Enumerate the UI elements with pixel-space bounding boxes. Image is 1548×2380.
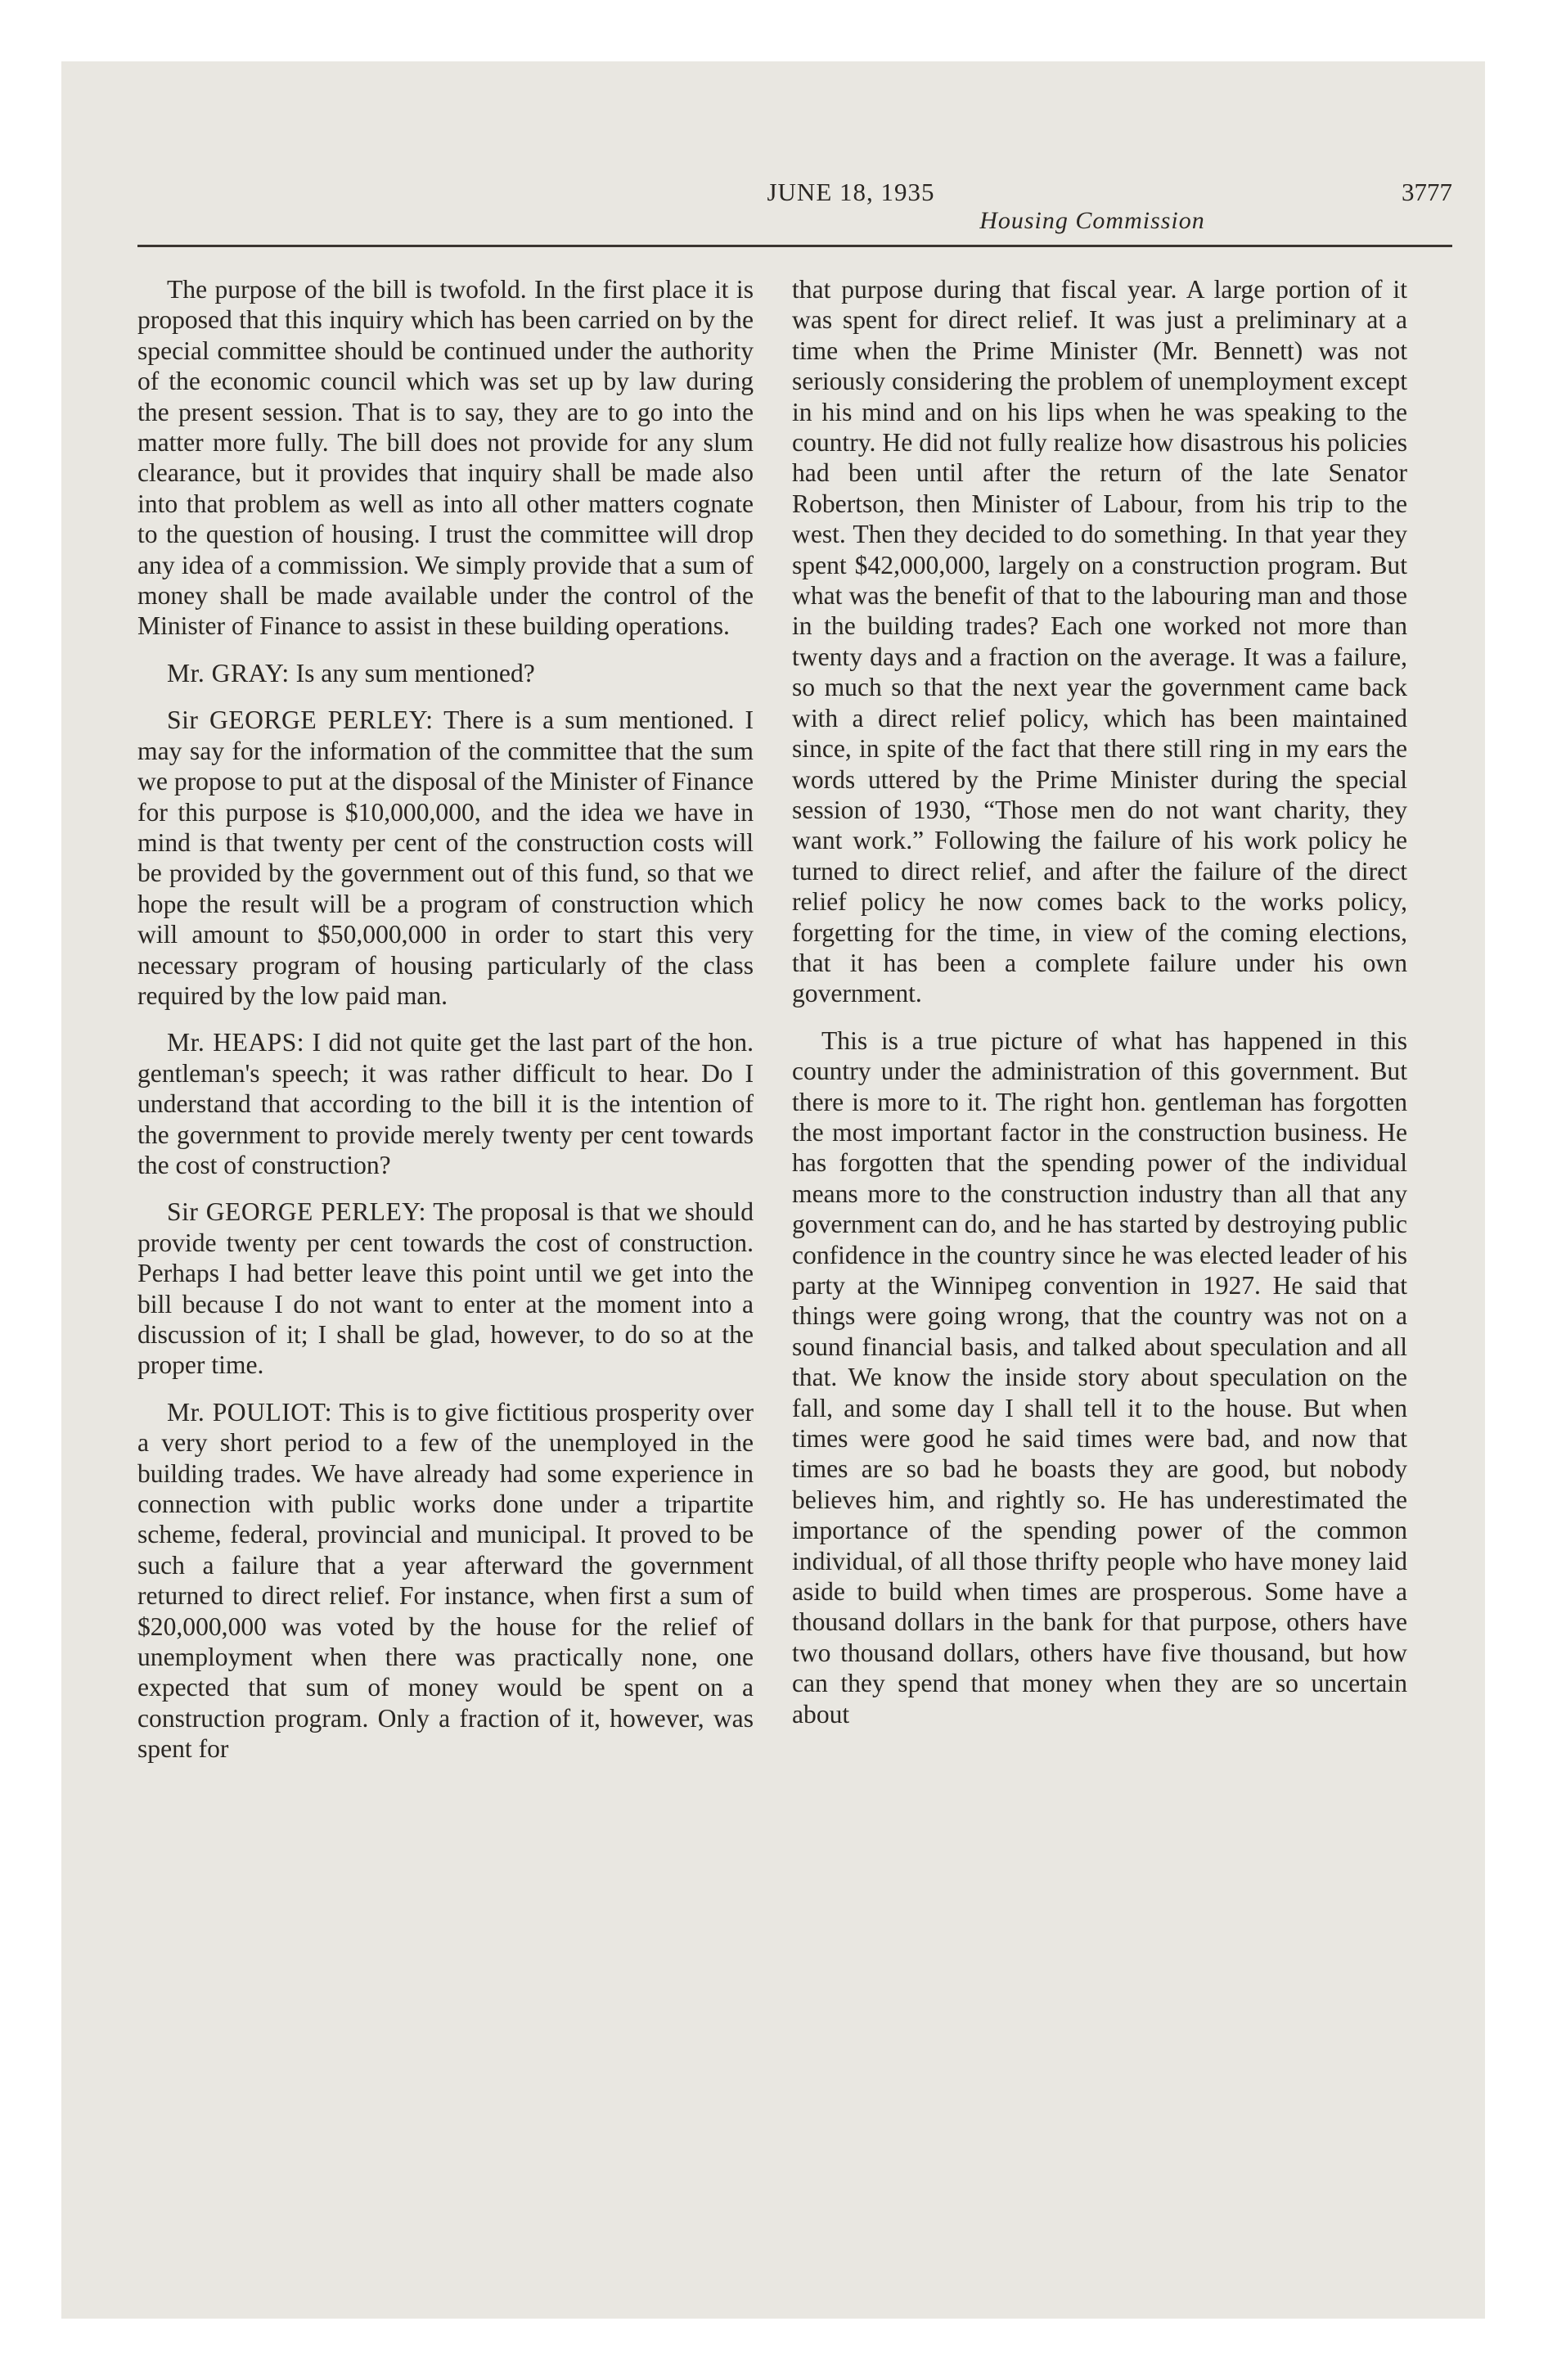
header-date: JUNE 18, 1935	[767, 178, 935, 206]
paragraph	[792, 274, 1407, 1009]
hansard-page	[61, 61, 1485, 2319]
paragraph-text: Is any sum mentioned?	[295, 658, 535, 687]
paragraph-text: The proposal is that we should provide twenty per cent towards the cost of construction. Perhaps I had better leave this point until we get into the bill because I do not want to enter at the moment into a discussion of it; I shall be glad, however, to do so at the proper time.	[137, 1197, 754, 1380]
page-number: 3777	[1402, 178, 1452, 206]
paragraph	[137, 1197, 754, 1380]
speaker-name: Mr. POULIOT:	[167, 1397, 333, 1427]
paragraph-text: The purpose of the bill is twofold. In the first place it is proposed that this inquiry which has been carried on by the special committee should be continued under the authority of the economic council which was set up by law during the present session. That is to say, they are to go into the matter more fully. The bill does not provide for any slum clearance, but it provides that inquiry shall be made also into that problem as well as into all other matters cognate to the question of housing. I trust the committee will drop any idea of a commission. We simply provide that a sum of money shall be made available under the control of the Minister of Finance to assist in these building operations.	[137, 275, 754, 641]
paragraph	[137, 705, 754, 1011]
paragraph	[137, 274, 754, 642]
speaker-name: Mr. HEAPS:	[167, 1028, 305, 1057]
right-column	[792, 274, 1407, 1746]
paragraph-text: There is a sum mentioned. I may say for the information of the committee that the sum we propose to put at the disposal of the Minister of Finance for this purpose is $10,000,000, and the idea we have in mind is that twenty per cent of the construction costs will be provided by the government out of this fund, so that we hope the result will be a program of construction which will amount to $50,000,000 in order to start this very necessary program of housing particularly of the class required by the low paid man.	[137, 705, 754, 1010]
paragraph	[792, 1025, 1407, 1729]
paragraph	[137, 1397, 754, 1765]
paragraph-text: that purpose during that fiscal year. A large portion of it was spent for direct relief. It was just a preliminary at a time when the Prime Minister (Mr. Bennett) was not seriously considering the problem of unemployment except in his mind and on his lips when he was speaking to the country. He did not fully realize how disastrous his policies had been until after the return of the late Senator Robertson, then Minister of Labour, from his trip to the west. Then they decided to do something. In that year they spent $42,000,000, largely on a construction program. But what was the benefit of that to the labouring man and those in the building trades? Each one worked not more than twenty days and a fraction on the average. It was a failure, so much so that the next year the government came back with a direct relief policy, which has been maintained since, in spite of the fact that there still ring in my ears the words uttered by the Prime Minister during the special session of 1930, “Those men do not want charity, they want work.” Following the failure of his work policy he turned to direct relief, and after the failure of the direct relief policy he now comes back to the works policy, forgetting for the time, in view of the coming elections, that it has been a complete failure under his own government.	[792, 275, 1407, 1008]
paragraph-text: This is to give fictitious prosperity over a very short period to a few of the unemployed in the building trades. We have already had some experience in connection with public works done under a tripartite scheme, federal, provincial and municipal. It proved to be such a failure that a year afterward the government returned to direct relief. For instance, when first a sum of $20,000,000 was voted by the house for the relief of unemployment when there was practically none, one expected that sum of money would be spent on a construction program. Only a fraction of it, however, was spent for	[137, 1397, 754, 1764]
paragraph	[137, 658, 754, 688]
speaker-name: Sir GEORGE PERLEY:	[167, 705, 434, 735]
speaker-name: Mr. GRAY:	[167, 658, 290, 687]
paragraph	[137, 1027, 754, 1180]
left-column	[137, 274, 754, 1781]
header-rule	[137, 245, 1452, 247]
speaker-name: Sir GEORGE PERLEY:	[167, 1197, 426, 1227]
page-header	[61, 61, 1485, 250]
paragraph-text: I did not quite get the last part of the hon. gentleman's speech; it was rather difficult to hear. Do I understand that according to the bill it is the intention of the government to provide merely twenty per cent towards the cost of construction?	[137, 1028, 754, 1179]
paragraph-text: This is a true picture of what has happened in this country under the administration of this government. But there is more to it. The right hon. gentleman has forgotten the most important factor in the construction business. He has forgotten that the spending power of the individual means more to the construction industry than all that any government can do, and he has started by destroying public confidence in the country since he was elected leader of his party at the Winnipeg convention in 1927. He said that things were going wrong, that the country was not on a sound financial basis, and talked about speculation and all that. We know the inside story about speculation on the fall, and some day I shall tell it to the house. But when times were good he said times were bad, and now that times are so bad he boasts they are good, but nobody believes him, and rightly so. He has underestimated the importance of the spending power of the common individual, of all those thrifty people who have money laid aside to build when times are prosperous. Some have a thousand dollars in the bank for that purpose, others have two thousand dollars, others have five thousand, but how can they spend that money when they are so uncertain about	[792, 1025, 1407, 1729]
section-title: Housing Commission	[979, 207, 1205, 234]
